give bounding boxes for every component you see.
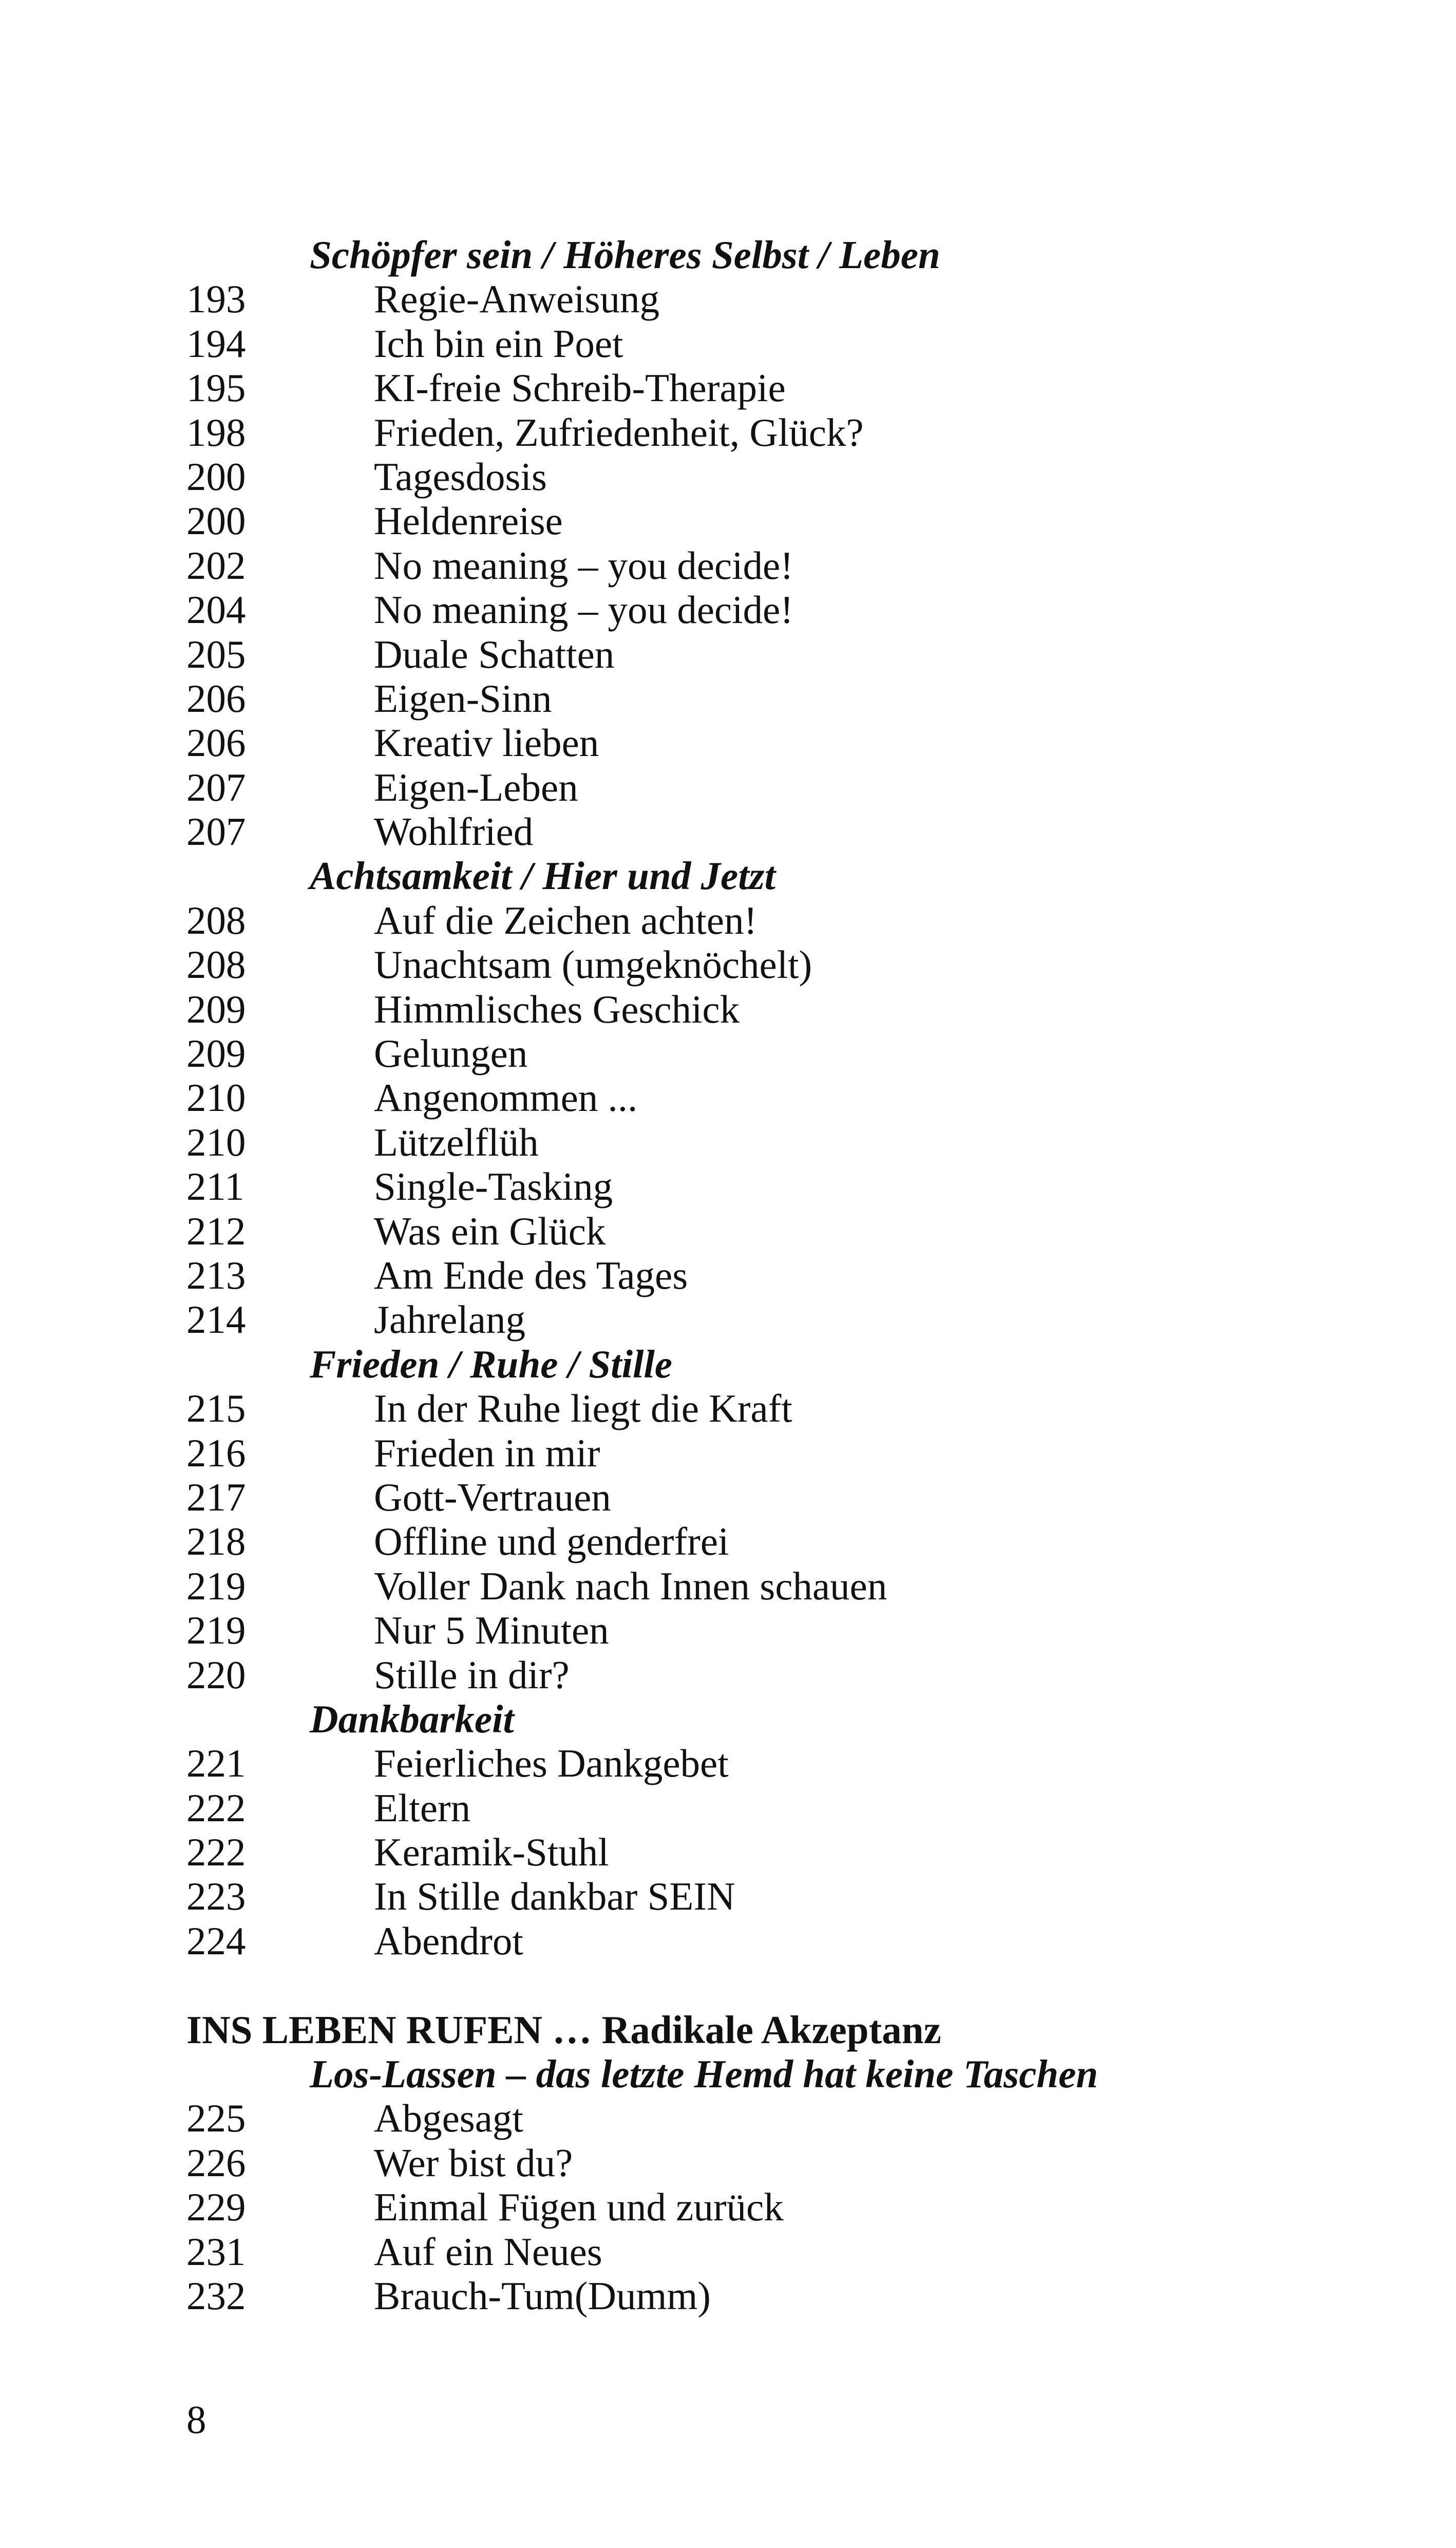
toc-section-heading [186, 233, 1316, 277]
toc-page-number: 200 [186, 454, 246, 499]
toc-entry-title: Am Ende des Tages [374, 1253, 688, 1297]
toc-entry [186, 765, 1316, 809]
toc-entry [186, 1475, 1316, 1519]
toc-entry [186, 2096, 1316, 2140]
toc-entry [186, 987, 1316, 1031]
toc-entry [186, 588, 1316, 632]
toc-page-number: 214 [186, 1297, 246, 1342]
toc-entry [186, 1164, 1316, 1209]
toc-entry-title: Duale Schatten [374, 632, 615, 676]
toc-entry-title: In Stille dankbar SEIN [374, 1874, 735, 1919]
toc-entry-title: Unachtsam (umgeknöchelt) [374, 942, 812, 987]
toc-entry [186, 2274, 1316, 2318]
toc-entry-title: Brauch-Tum(Dumm) [374, 2273, 711, 2318]
spacer [186, 1963, 1316, 2007]
toc-entry [186, 322, 1316, 366]
toc-entry-title: Frieden in mir [374, 1430, 600, 1475]
toc-page-number: 209 [186, 987, 246, 1031]
toc-entry [186, 1786, 1316, 1830]
toc-entry-title: Stille in dir? [374, 1652, 570, 1697]
toc-entry [186, 455, 1316, 499]
toc-entry [186, 898, 1316, 942]
toc-entry [186, 942, 1316, 987]
section-heading-text: Frieden / Ruhe / Stille [310, 1342, 672, 1386]
toc-page-number: 206 [186, 676, 246, 721]
toc-page-number: 204 [186, 588, 246, 632]
toc-entry [186, 2141, 1316, 2185]
toc-page-number: 221 [186, 1741, 246, 1786]
toc-page-number: 213 [186, 1253, 246, 1297]
toc-page-number: 222 [186, 1785, 246, 1830]
toc-entry [186, 632, 1316, 676]
toc-entry-title: No meaning – you decide! [374, 543, 793, 588]
toc-entry-title: Nur 5 Minuten [374, 1608, 609, 1653]
toc-entry [186, 1386, 1316, 1430]
toc-page-number: 232 [186, 2273, 246, 2318]
toc-page-number: 210 [186, 1075, 246, 1120]
toc-page-number: 195 [186, 366, 246, 410]
toc-entry [186, 1608, 1316, 1652]
toc-page-number: 219 [186, 1563, 246, 1608]
toc-entry [186, 499, 1316, 543]
toc-entry [186, 1297, 1316, 1342]
toc-page-number: 211 [186, 1164, 244, 1209]
toc-entry [186, 721, 1316, 765]
toc-page-number: 222 [186, 1830, 246, 1875]
toc-page-number: 224 [186, 1918, 246, 1963]
toc-page-number: 207 [186, 765, 246, 809]
toc-page-number: 215 [186, 1386, 246, 1431]
toc-entry-title: Voller Dank nach Innen schauen [374, 1563, 887, 1608]
table-of-contents [186, 233, 1316, 2318]
toc-page-number: 229 [186, 2185, 246, 2230]
toc-page-number: 217 [186, 1475, 246, 1519]
toc-entry [186, 1031, 1316, 1075]
toc-entry-title: Eltern [374, 1785, 471, 1830]
toc-page-number: 212 [186, 1209, 246, 1253]
toc-section-heading [186, 854, 1316, 898]
toc-entry-title: Keramik-Stuhl [374, 1830, 609, 1875]
toc-page-number: 208 [186, 942, 246, 987]
toc-entry [186, 1075, 1316, 1120]
toc-page-number: 202 [186, 543, 246, 588]
toc-entry-title: Offline und genderfrei [374, 1519, 729, 1564]
toc-entry [186, 1830, 1316, 1874]
toc-page-number: 220 [186, 1652, 246, 1697]
toc-entry [186, 1253, 1316, 1297]
toc-entry-title: Feierliches Dankgebet [374, 1741, 729, 1786]
toc-entry [186, 1874, 1316, 1918]
toc-entry [186, 1741, 1316, 1785]
toc-entry [186, 277, 1316, 321]
toc-page-number: 223 [186, 1874, 246, 1919]
toc-entry [186, 2230, 1316, 2274]
toc-entry [186, 1519, 1316, 1563]
toc-entry-title: Single-Tasking [374, 1164, 613, 1209]
toc-entry-title: Auf ein Neues [374, 2229, 602, 2274]
toc-page-number: 231 [186, 2229, 246, 2274]
toc-page-number: 206 [186, 721, 246, 765]
section-heading-text: Los-Lassen – das letzte Hemd hat keine Taschen [310, 2052, 1098, 2097]
toc-entry [186, 809, 1316, 854]
toc-page-number: 207 [186, 809, 246, 854]
toc-page-number: 216 [186, 1430, 246, 1475]
toc-entry [186, 676, 1316, 721]
toc-entry-title: Abendrot [374, 1918, 523, 1963]
toc-entry-title: Einmal Fügen und zurück [374, 2185, 784, 2230]
toc-part-heading [186, 2008, 1316, 2052]
toc-entry-title: Regie-Anweisung [374, 277, 659, 322]
toc-entry [186, 1431, 1316, 1475]
toc-page-number: 208 [186, 898, 246, 942]
part-heading-text: INS LEBEN RUFEN … Radikale Akzeptanz [186, 2007, 941, 2052]
toc-page-number: 200 [186, 499, 246, 543]
toc-section-heading [186, 1697, 1316, 1741]
toc-page-number: 219 [186, 1608, 246, 1653]
toc-entry [186, 1120, 1316, 1164]
toc-entry-title: Himmlisches Geschick [374, 987, 740, 1031]
toc-entry-title: Auf die Zeichen achten! [374, 898, 758, 942]
toc-entry-title: Ich bin ein Poet [374, 321, 623, 366]
toc-page-number: 225 [186, 2096, 246, 2141]
toc-entry-title: Lützelflüh [374, 1120, 539, 1164]
section-heading-text: Schöpfer sein / Höheres Selbst / Leben [310, 233, 940, 277]
toc-entry [186, 1564, 1316, 1608]
toc-entry-title: Eigen-Sinn [374, 676, 552, 721]
section-heading-text: Dankbarkeit [310, 1696, 514, 1741]
toc-page-number: 193 [186, 277, 246, 322]
toc-entry-title: Eigen-Leben [374, 765, 578, 809]
toc-entry [186, 1653, 1316, 1697]
toc-page-number: 218 [186, 1519, 246, 1564]
toc-entry [186, 2185, 1316, 2229]
toc-entry-title: Abgesagt [374, 2096, 523, 2141]
toc-entry-title: Heldenreise [374, 499, 563, 543]
toc-entry-title: Gott-Vertrauen [374, 1475, 611, 1519]
toc-entry [186, 410, 1316, 455]
toc-section-heading [186, 2052, 1316, 2096]
toc-entry-title: KI-freie Schreib-Therapie [374, 366, 786, 410]
toc-page-number: 210 [186, 1120, 246, 1164]
toc-entry-title: Jahrelang [374, 1297, 526, 1342]
toc-entry [186, 543, 1316, 588]
toc-entry-title: In der Ruhe liegt die Kraft [374, 1386, 792, 1431]
toc-entry-title: Angenommen ... [374, 1075, 638, 1120]
toc-page-number: 194 [186, 321, 246, 366]
page-number: 8 [186, 2398, 206, 2442]
toc-entry-title: Was ein Glück [374, 1209, 606, 1253]
toc-page-number: 209 [186, 1031, 246, 1076]
toc-entry-title: Tagesdosis [374, 454, 547, 499]
toc-entry-title: Frieden, Zufriedenheit, Glück? [374, 410, 864, 455]
toc-entry-title: Gelungen [374, 1031, 528, 1076]
toc-page-number: 205 [186, 632, 246, 676]
toc-entry-title: Kreativ lieben [374, 721, 599, 765]
section-heading-text: Achtsamkeit / Hier und Jetzt [310, 854, 776, 898]
toc-section-heading [186, 1342, 1316, 1386]
toc-entry-title: Wer bist du? [374, 2140, 573, 2185]
toc-entry [186, 1209, 1316, 1253]
toc-entry [186, 1919, 1316, 1963]
toc-entry-title: Wohlfried [374, 809, 534, 854]
toc-page-number: 226 [186, 2140, 246, 2185]
toc-entry-title: No meaning – you decide! [374, 588, 793, 632]
toc-page-number: 198 [186, 410, 246, 455]
toc-entry [186, 366, 1316, 410]
